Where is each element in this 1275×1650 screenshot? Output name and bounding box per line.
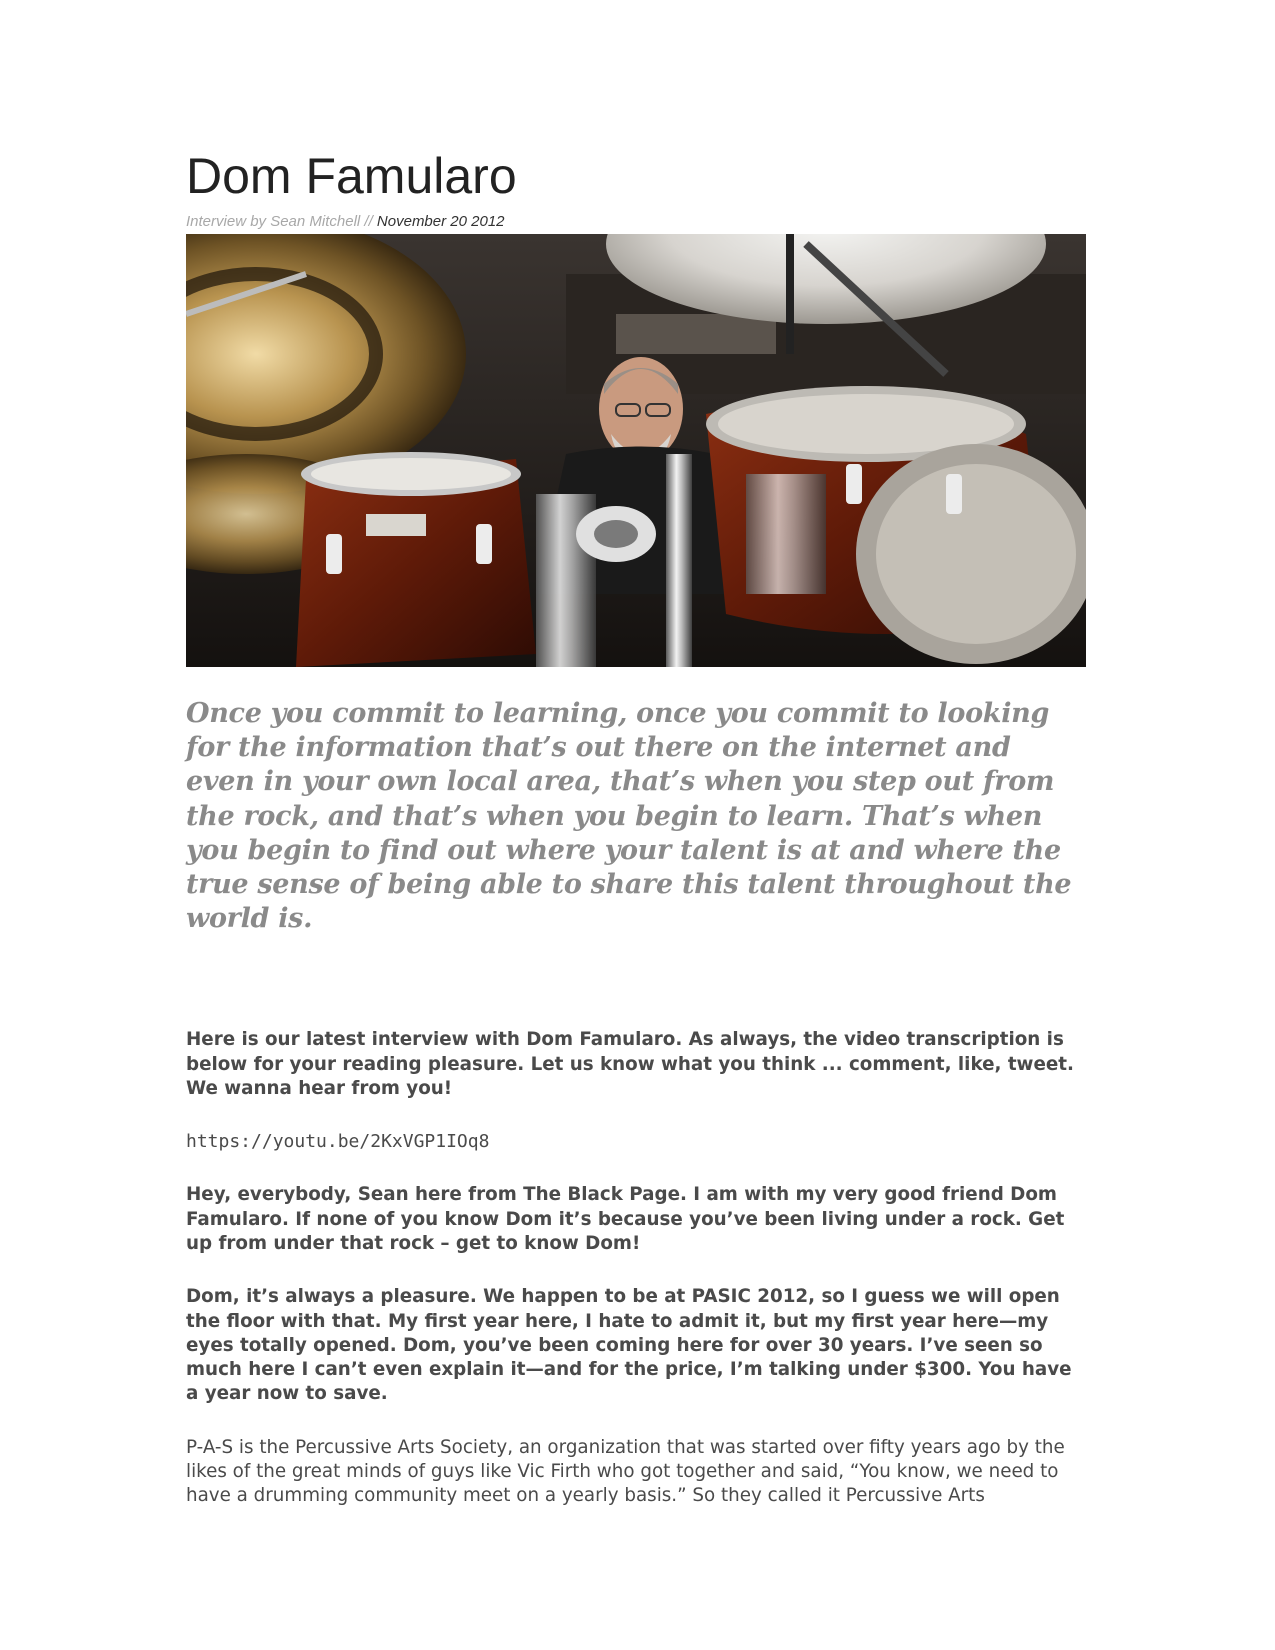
pull-quote: Once you commit to learning, once you commit to looking for the information that’s out there on the internet and even in your own local area, that’s when you step out from the rock, and that’s when you begin to learn. That’s when you begin to find out where your talent is at and where the true sense of being able to share this talent throughout the world is. — [186, 698, 1072, 935]
transcript-paragraph-2: Dom, it’s always a pleasure. We happen to be at PASIC 2012, so I guess we will open the floor with that. My first year here, I hate to admit it, but my first year here—my eyes totally opened. Dom, you’ve been coming here for over 30 years. I’ve seen so much here I can’t even explain it—and for the price, I’m talking under $300. You have a year now to save. — [186, 1286, 1072, 1405]
byline-separator: // — [360, 213, 377, 230]
article-title: Dom Famularo — [186, 148, 517, 204]
video-link[interactable]: https://youtu.be/2KxVGP1IOq8 — [186, 1131, 490, 1153]
intro-paragraph: Here is our latest interview with Dom Famularo. As always, the video transcription is below for your reading pleasure. Let us know what you think ... comment, like, tweet. We wanna hear from you! — [186, 1029, 1074, 1100]
transcript-paragraph-3: P-A-S is the Percussive Arts Society, an organization that was started over fifty years ago by the likes of the great minds of guys like Vic Firth who got together and said, “You know, we need to have a drumming community meet on a yearly basis.” So they called it Percussive Arts — [186, 1436, 1065, 1507]
byline-date: November 20 2012 — [376, 213, 505, 230]
byline — [186, 212, 1086, 232]
article — [186, 146, 1086, 1509]
transcript-paragraph-1: Hey, everybody, Sean here from The Black Page. I am with my very good friend Dom Famularo. If none of you know Dom it’s because you’ve been living under a rock. Get up from under that rock – get to know Dom! — [186, 1184, 1065, 1254]
byline-author: Interview by Sean Mitchell — [186, 213, 361, 230]
hero-image — [186, 234, 1086, 667]
